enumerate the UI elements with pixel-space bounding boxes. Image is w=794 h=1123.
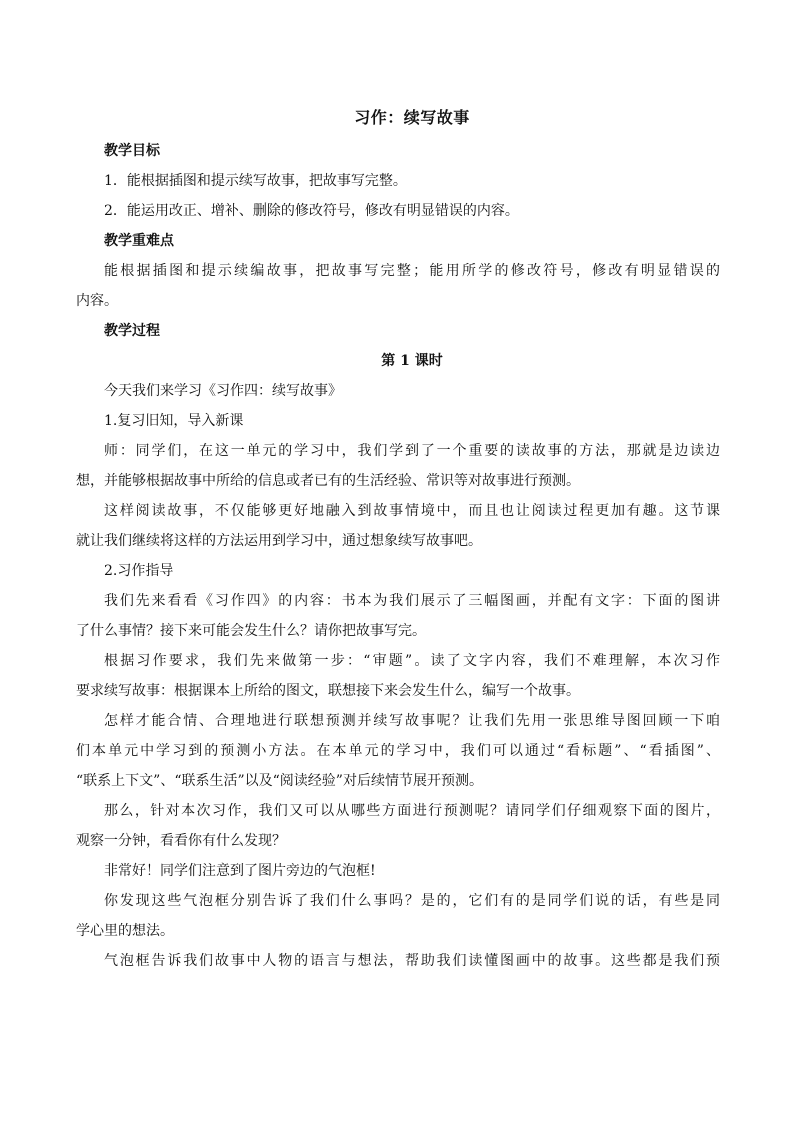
difficulty-paragraph xyxy=(76,256,720,316)
paragraph-2 xyxy=(76,496,720,556)
intro-line: 今天我们来学习《习作四：续写故事》 xyxy=(104,383,342,399)
paragraph-3 xyxy=(76,586,720,646)
paragraph-line: 们本单元中学习到的预测小方法。在本单元的学习中，我们可以通过“看标题”、“看插图”、 xyxy=(76,743,720,759)
paragraph-line: 想，并能够根据故事中所给的信息或者已有的生活经验、常识等对故事进行预测。 xyxy=(76,473,580,489)
document-body xyxy=(76,106,720,976)
goal-item-1: 1．能根据插图和提示续写故事，把故事写完整。 xyxy=(104,173,407,189)
lesson-title: 第 1 课时 xyxy=(381,353,443,369)
paragraph-line: “联系上下文”、“联系生活”以及“阅读经验”对后续情节展开预测。 xyxy=(76,773,483,789)
paragraph-line: 观察一分钟，看看你有什么发现？ xyxy=(76,833,286,849)
paragraph-8 xyxy=(76,886,720,946)
paragraph-line: 要求续写故事：根据课本上所给的图文，联想接下来会发生什么，编写一个故事。 xyxy=(76,683,580,699)
goal-item-2: 2．能运用改正、增补、删除的修改符号，修改有明显错误的内容。 xyxy=(104,203,519,219)
paragraph-line: 非常好！同学们注意到了图片旁边的气泡框! xyxy=(104,863,376,879)
paragraph-line: 学心里的想法。 xyxy=(76,923,174,939)
paragraph-line: 师：同学们，在这一单元的学习中，我们学到了一个重要的读故事的方法，那就是边读边 xyxy=(104,443,720,459)
paragraph-5 xyxy=(76,706,720,796)
paragraph-line: 根据习作要求，我们先来做第一步：“审题”。读了文字内容，我们不难理解，本次习作 xyxy=(104,653,720,669)
step-heading-1: 1.复习旧知，导入新课 xyxy=(104,413,244,429)
paragraph-line: 能根据插图和提示续编故事，把故事写完整；能用所学的修改符号，修改有明显错误的 xyxy=(104,263,720,279)
step-heading-2: 2.习作指导 xyxy=(104,563,174,579)
paragraph-line: 了什么事情？接下来可能会发生什么？请你把故事写完。 xyxy=(76,623,426,639)
paragraph-line: 内容。 xyxy=(76,293,118,309)
paragraph-9 xyxy=(104,946,720,976)
section-heading-difficulty: 教学重难点 xyxy=(104,233,174,249)
paragraph-1 xyxy=(76,436,720,496)
paragraph-line: 气泡框告诉我们故事中人物的语言与想法，帮助我们读懂图画中的故事。这些都是我们预 xyxy=(104,953,720,969)
paragraph-line: 你发现这些气泡框分别告诉了我们什么事吗？是的，它们有的是同学们说的话，有些是同 xyxy=(104,893,720,909)
paragraph-line: 我们先来看看《习作四》的内容：书本为我们展示了三幅图画，并配有文字：下面的图讲 xyxy=(104,593,720,609)
paragraph-6 xyxy=(76,796,720,856)
paragraph-line: 那么，针对本次习作，我们又可以从哪些方面进行预测呢？请同学们仔细观察下面的图片， xyxy=(104,803,720,819)
section-heading-goals: 教学目标 xyxy=(104,143,160,159)
paragraph-7 xyxy=(104,856,720,886)
paragraph-line: 怎样才能合情、合理地进行联想预测并续写故事呢？让我们先用一张思维导图回顾一下咱 xyxy=(104,713,720,729)
page-title: 习作：续写故事 xyxy=(354,108,470,127)
paragraph-4 xyxy=(76,646,720,706)
paragraph-line: 这样阅读故事，不仅能够更好地融入到故事情境中，而且也让阅读过程更加有趣。这节课 xyxy=(104,503,720,519)
paragraph-line: 就让我们继续将这样的方法运用到学习中，通过想象续写故事吧。 xyxy=(76,533,482,549)
section-heading-process: 教学过程 xyxy=(104,323,160,339)
